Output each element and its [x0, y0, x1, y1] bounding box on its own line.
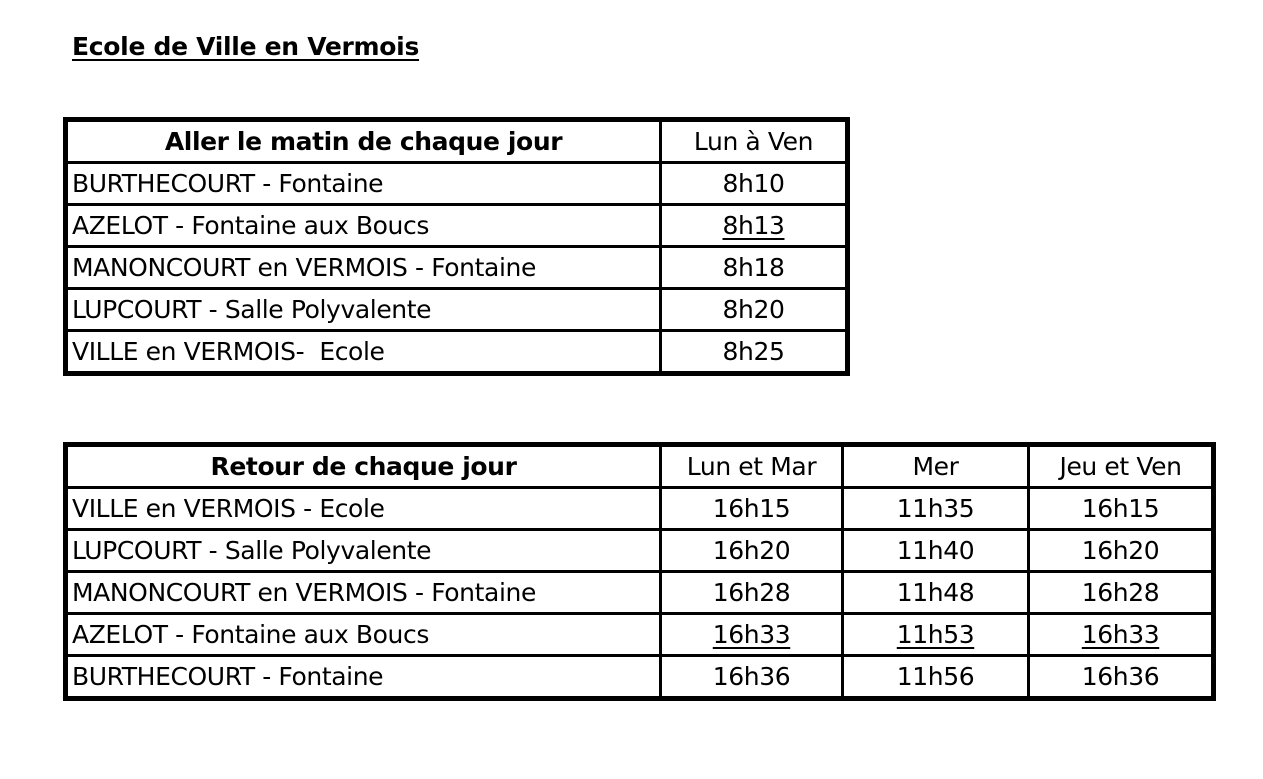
- stop-name: LUPCOURT - Salle Polyvalente: [66, 530, 661, 572]
- time-cell: 16h36: [1029, 656, 1214, 699]
- table-row: [66, 205, 848, 247]
- time-cell: 8h10: [661, 163, 848, 205]
- aller-column-header: Lun à Ven: [661, 120, 848, 163]
- time-value: 16h33: [1081, 620, 1160, 649]
- time-cell: 16h36: [661, 656, 843, 699]
- time-value: 8h13: [722, 211, 785, 240]
- time-cell: 16h28: [661, 572, 843, 614]
- stop-name: AZELOT - Fontaine aux Boucs: [66, 614, 661, 656]
- table-row: [66, 163, 848, 205]
- time-cell: [661, 205, 848, 247]
- aller-header-row: [66, 120, 848, 163]
- retour-column-header: Mer: [843, 445, 1029, 488]
- table-row: [66, 614, 1214, 656]
- retour-header-label: Retour de chaque jour: [66, 445, 661, 488]
- stop-name: MANONCOURT en VERMOIS - Fontaine: [66, 247, 661, 289]
- time-cell: 11h56: [843, 656, 1029, 699]
- time-cell: 8h18: [661, 247, 848, 289]
- stop-name: LUPCOURT - Salle Polyvalente: [66, 289, 661, 331]
- time-cell: 11h40: [843, 530, 1029, 572]
- table-row: [66, 331, 848, 374]
- time-cell: 8h20: [661, 289, 848, 331]
- retour-schedule-table: [63, 442, 1216, 701]
- table-row: [66, 656, 1214, 699]
- stop-name: BURTHECOURT - Fontaine: [66, 656, 661, 699]
- time-cell: 11h48: [843, 572, 1029, 614]
- stop-name: BURTHECOURT - Fontaine: [66, 163, 661, 205]
- retour-column-header: Jeu et Ven: [1029, 445, 1214, 488]
- aller-header-label: Aller le matin de chaque jour: [66, 120, 661, 163]
- aller-schedule-table: [63, 117, 850, 376]
- stop-name: AZELOT - Fontaine aux Boucs: [66, 205, 661, 247]
- time-cell: 16h20: [1029, 530, 1214, 572]
- table-row: [66, 572, 1214, 614]
- page-title: Ecole de Ville en Vermois: [72, 32, 420, 61]
- table-row: [66, 289, 848, 331]
- time-cell: [1029, 614, 1214, 656]
- table-row: [66, 530, 1214, 572]
- time-cell: 16h28: [1029, 572, 1214, 614]
- time-value: 11h53: [896, 620, 975, 649]
- time-cell: 16h20: [661, 530, 843, 572]
- time-cell: [843, 614, 1029, 656]
- time-cell: 11h35: [843, 488, 1029, 530]
- time-value: 16h33: [712, 620, 791, 649]
- stop-name: VILLE en VERMOIS - Ecole: [66, 488, 661, 530]
- stop-name: VILLE en VERMOIS- Ecole: [66, 331, 661, 374]
- time-cell: 8h25: [661, 331, 848, 374]
- time-cell: [661, 614, 843, 656]
- table-row: [66, 247, 848, 289]
- table-row: [66, 488, 1214, 530]
- time-cell: 16h15: [1029, 488, 1214, 530]
- time-cell: 16h15: [661, 488, 843, 530]
- retour-column-header: Lun et Mar: [661, 445, 843, 488]
- retour-header-row: [66, 445, 1214, 488]
- stop-name: MANONCOURT en VERMOIS - Fontaine: [66, 572, 661, 614]
